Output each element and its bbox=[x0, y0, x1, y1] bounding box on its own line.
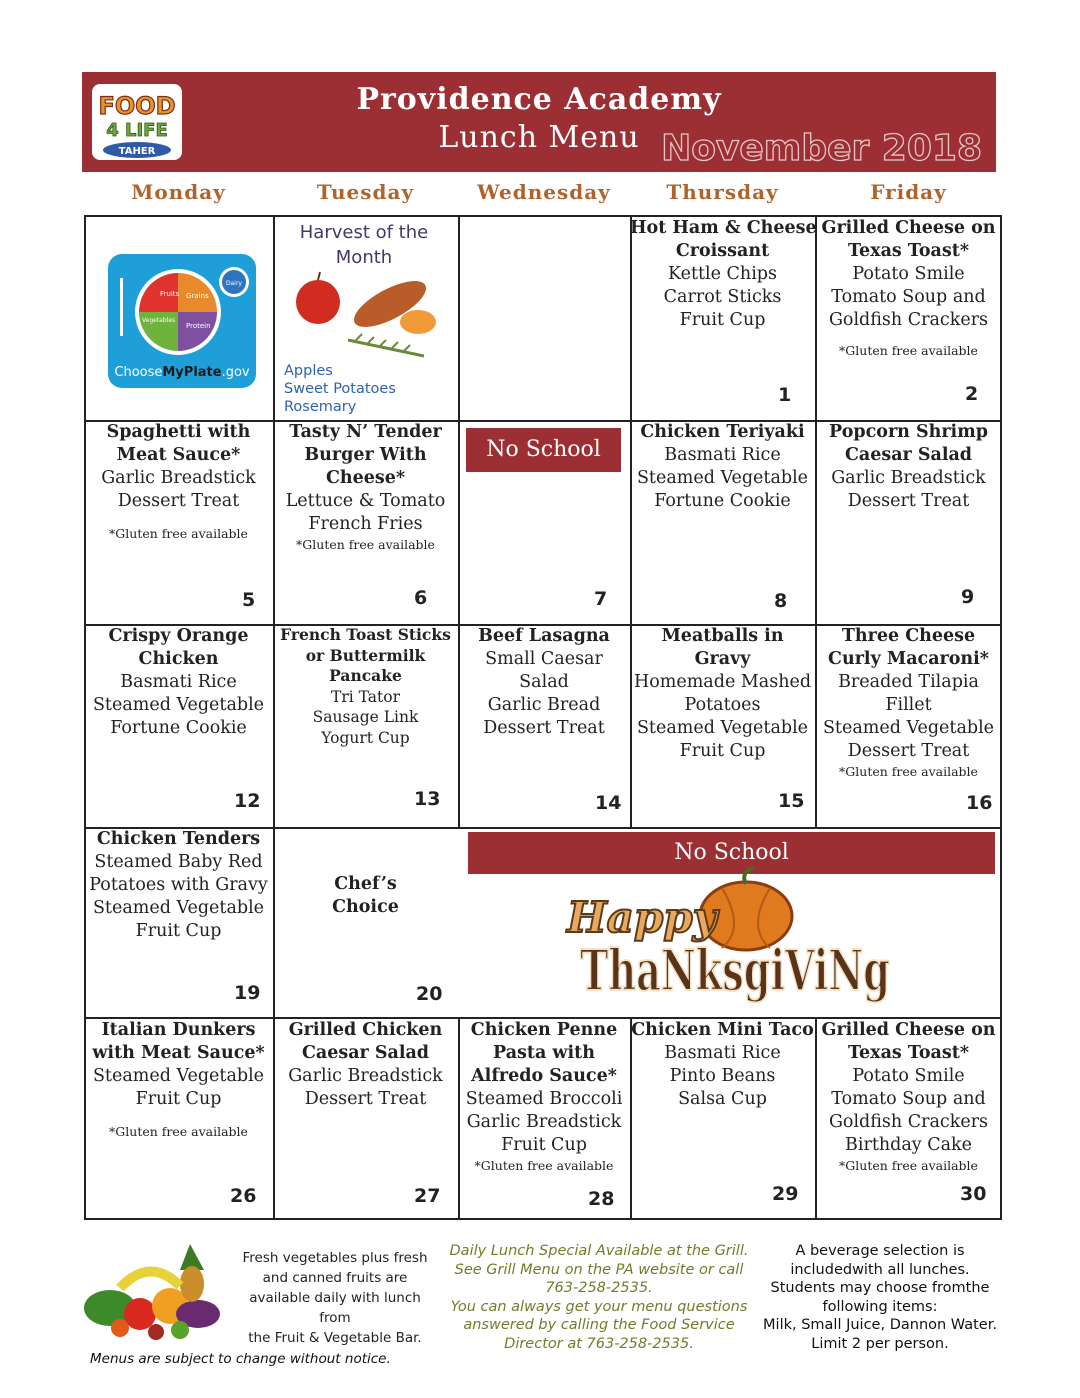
svg-text:Fruits: Fruits bbox=[160, 290, 180, 298]
day-header-thursday: Thursday bbox=[666, 180, 779, 204]
date-number: 14 bbox=[595, 792, 622, 814]
meal-nov-2: Grilled Cheese on Texas Toast* Potato Smile Tomato Soup and Goldfish Crackers *Gluten free available bbox=[815, 217, 1002, 360]
meal-nov-26: Italian Dunkers with Meat Sauce* Steamed Vegetable Fruit Cup *Gluten free available bbox=[84, 1019, 273, 1141]
svg-text:ChooseMyPlate.gov: ChooseMyPlate.gov bbox=[114, 365, 250, 380]
meal-nov-1: Hot Ham & Cheese Croissant Kettle Chips Carrot Sticks Fruit Cup bbox=[630, 218, 817, 330]
school-name: Providence Academy bbox=[356, 82, 722, 117]
svg-text:Protein: Protein bbox=[186, 322, 211, 330]
gluten-note: *Gluten free available bbox=[839, 343, 978, 358]
menu-month: November 2018 bbox=[661, 128, 982, 169]
happy-thanksgiving-graphic bbox=[566, 868, 898, 1014]
gluten-note: *Gluten free available bbox=[109, 526, 248, 541]
date-number: 5 bbox=[242, 589, 256, 611]
gluten-note: *Gluten free available bbox=[839, 764, 978, 779]
no-school-banner: No School bbox=[466, 428, 621, 472]
meal-nov-9: Popcorn Shrimp Caesar Salad Garlic Breadstick Dessert Treat bbox=[829, 422, 988, 511]
meal-nov-15: Meatballs in Gravy Homemade Mashed Potatoes Steamed Vegetable Fruit Cup bbox=[633, 626, 812, 761]
date-number: 27 bbox=[414, 1185, 441, 1207]
date-number: 7 bbox=[594, 588, 608, 610]
date-number: 16 bbox=[966, 792, 993, 814]
meal-nov-20: Chef’s Choice bbox=[332, 874, 399, 917]
harvest-title: Harvest of the bbox=[299, 222, 429, 243]
day-header-wednesday: Wednesday bbox=[477, 180, 611, 204]
date-number: 13 bbox=[414, 788, 441, 810]
harvest-item: Apples bbox=[284, 363, 333, 379]
meal-nov-27: Grilled Chicken Caesar Salad Garlic Breadstick Dessert Treat bbox=[288, 1020, 443, 1109]
svg-text:Vegetables: Vegetables bbox=[142, 317, 176, 324]
day-header-monday: Monday bbox=[131, 180, 226, 204]
myplate-logo bbox=[108, 254, 256, 388]
meal-nov-14: Beef Lasagna Small Caesar Salad Garlic Bread Dessert Treat bbox=[478, 626, 610, 738]
meal-nov-8: Chicken Teriyaki Basmati Rice Steamed Vegetable Fortune Cookie bbox=[636, 422, 809, 511]
harvest-of-month bbox=[278, 220, 450, 416]
meal-nov-13: French Toast Sticks or Buttermilk Pancake Tri Tator Sausage Link Yogurt Cup bbox=[280, 625, 451, 747]
meal-nov-19: Chicken Tenders Steamed Baby Red Potatoes with Gravy Steamed Vegetable Fruit Cup bbox=[89, 829, 268, 941]
date-number: 1 bbox=[778, 384, 792, 406]
day-header-tuesday: Tuesday bbox=[316, 180, 415, 204]
gluten-note: *Gluten free available bbox=[296, 537, 435, 552]
gluten-note: *Gluten free available bbox=[109, 1124, 248, 1139]
meal-nov-29: Chicken Mini Taco Basmati Rice Pinto Beans Salsa Cup bbox=[631, 1020, 814, 1109]
date-number: 28 bbox=[588, 1188, 615, 1210]
meal-nov-30: Grilled Cheese on Texas Toast* Potato Smile Tomato Soup and Goldfish Crackers Birthday Cake *Gluten free available bbox=[815, 1019, 1002, 1175]
menu-subtitle: Lunch Menu bbox=[438, 120, 640, 155]
svg-text:Grains: Grains bbox=[186, 292, 209, 300]
gluten-note: *Gluten free available bbox=[474, 1158, 614, 1173]
date-number: 2 bbox=[965, 383, 979, 405]
svg-text:TAHER: TAHER bbox=[118, 146, 156, 157]
date-number: 20 bbox=[416, 983, 443, 1005]
svg-text:4 LIFE: 4 LIFE bbox=[106, 120, 168, 141]
meal-nov-16: Three Cheese Curly Macaroni* Breaded Tilapia Fillet Steamed Vegetable Dessert Treat *Gluten free available bbox=[815, 625, 1002, 781]
date-number: 6 bbox=[414, 587, 428, 609]
menu-disclaimer: Menus are subject to change without notice. bbox=[90, 1351, 391, 1367]
harvest-item: Rosemary bbox=[284, 399, 357, 415]
date-number: 19 bbox=[234, 982, 261, 1004]
date-number: 12 bbox=[234, 790, 261, 812]
meal-nov-5: Spaghetti with Meat Sauce* Garlic Breadstick Dessert Treat *Gluten free available bbox=[84, 421, 273, 543]
date-number: 9 bbox=[961, 586, 975, 608]
date-number: 30 bbox=[960, 1183, 987, 1205]
meal-nov-6: Tasty N’ Tender Burger With Cheese* Lettuce & Tomato French Fries *Gluten free available bbox=[273, 421, 458, 554]
meal-nov-12: Crispy Orange Chicken Basmati Rice Steamed Vegetable Fortune Cookie bbox=[92, 626, 265, 738]
svg-text:Happy: Happy bbox=[566, 893, 718, 942]
svg-text:Dairy: Dairy bbox=[226, 280, 242, 287]
harvest-title: Month bbox=[335, 247, 393, 268]
date-number: 15 bbox=[778, 790, 805, 812]
date-number: 8 bbox=[774, 590, 788, 612]
fruits-vegetables-image bbox=[80, 1236, 230, 1342]
day-header-friday: Friday bbox=[870, 180, 947, 204]
gluten-note: *Gluten free available bbox=[839, 1158, 978, 1173]
no-school-banner: No School bbox=[468, 832, 995, 874]
date-number: 26 bbox=[230, 1185, 257, 1207]
harvest-produce-image bbox=[278, 270, 450, 362]
grill-special-note: Daily Lunch Special Available at the Grill. See Grill Menu on the PA website or call 763-258-2535. You can always get your menu questions answered by calling the Food Service Director at 763-258-2535. bbox=[449, 1243, 749, 1352]
date-number: 29 bbox=[772, 1183, 799, 1205]
harvest-item: Sweet Potatoes bbox=[284, 381, 396, 397]
meal-nov-28: Chicken Penne Pasta with Alfredo Sauce* Steamed Broccoli Garlic Breadstick Fruit Cup *Gluten free available bbox=[458, 1019, 630, 1175]
fruit-vegetable-bar-note: Fresh vegetables plus fresh and canned fruits are available daily with lunch from the Fruit & Vegetable Bar. bbox=[242, 1250, 428, 1346]
svg-text:ThaNksgiViNg: ThaNksgiViNg bbox=[580, 938, 890, 1004]
beverage-note: A beverage selection is includedwith all lunches. Students may choose fromthe following items: Milk, Small Juice, Dannon Water. Limit 2 per person. bbox=[763, 1243, 997, 1352]
svg-text:FOOD: FOOD bbox=[98, 92, 176, 120]
header-banner bbox=[82, 72, 996, 172]
